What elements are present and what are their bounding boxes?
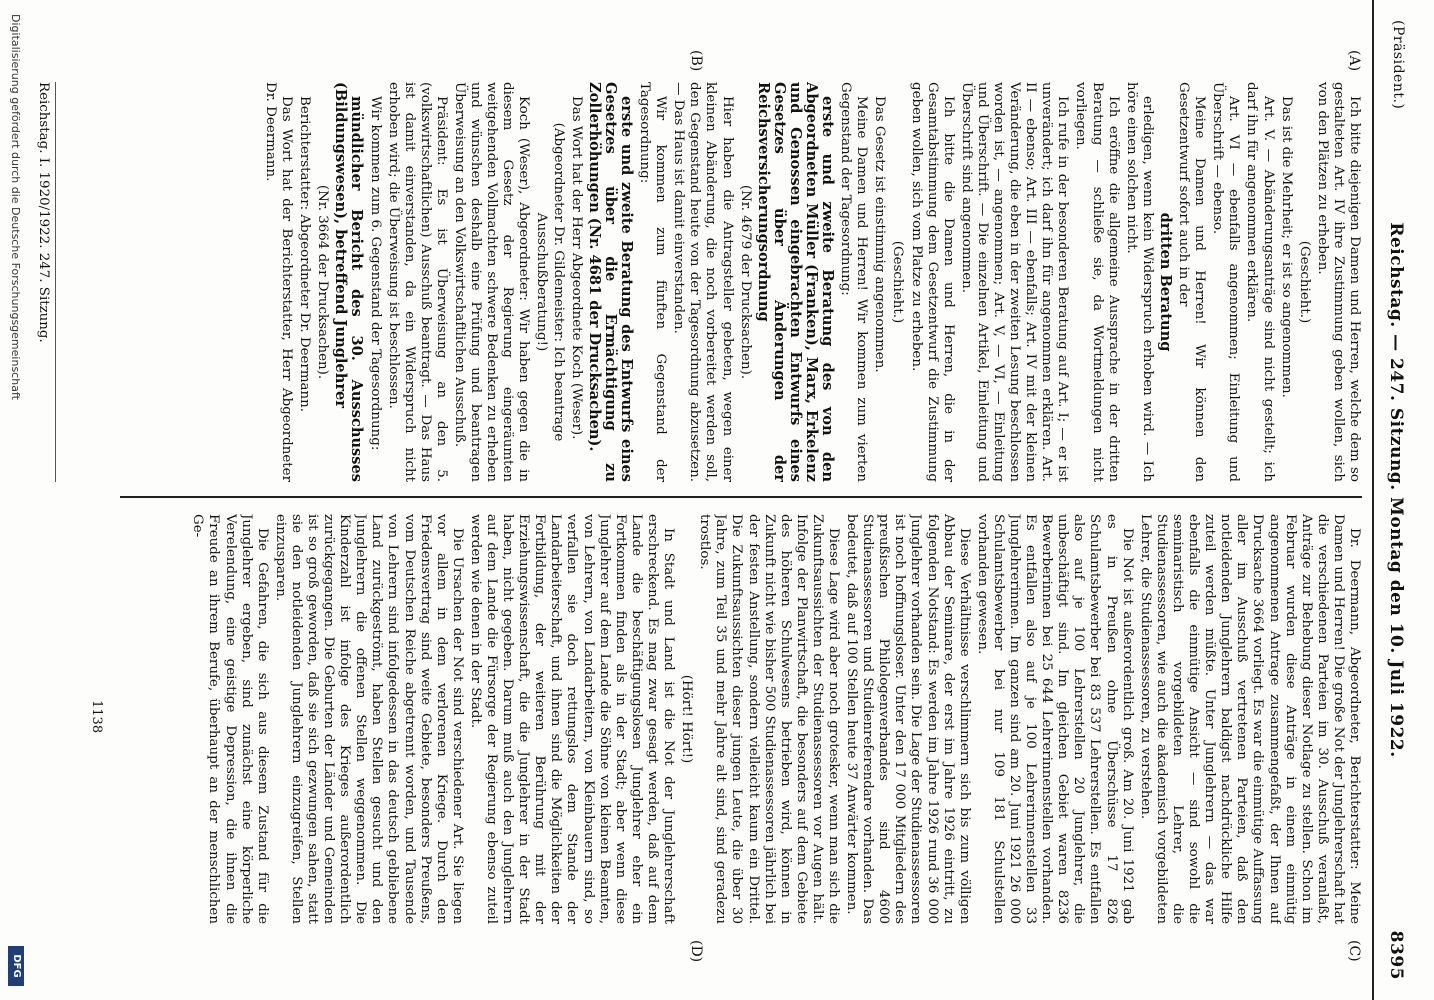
paragraph: Hier haben die Antragsteller gebeten, wegen einer kleinen Abänderung, die noch vorbereitet werden soll, den Gegenstand heute von der Tagesordnung abzusetzen. — Das Haus ist damit einverstanden. bbox=[671, 82, 735, 482]
paragraph: (Hört! Hört!) bbox=[679, 674, 695, 764]
agenda-item-heading: erste und zweite Beratung des von den Abgeordneten Müller (Franken), Marx, Erkelenz und Genossen eingebrachten Entwurfs eines Gesetzes über Änderungen der Reichsversicherungsordnung bbox=[754, 82, 837, 482]
header-title: Reichstag. — 247. Sitzung. Montag den 10. Juli 1922. bbox=[1386, 222, 1406, 758]
digitization-credit bbox=[4, 0, 26, 1000]
column-divider bbox=[120, 496, 1362, 498]
paragraph: (Nr. 4679 der Drucksachen). bbox=[737, 184, 753, 380]
paragraph: Das Wort hat der Berichterstatter, Herr Abgeordneter Dr. Deermann. bbox=[263, 82, 295, 482]
margin-marker-b: (B) bbox=[688, 50, 704, 72]
agenda-item-heading: erste und zweite Beratung des Entwurfs eines Gesetzes über die Ermächtigung zu Zollerhöhungen (Nr. 4681 der Drucksachen). bbox=[585, 82, 635, 482]
margin-marker-a: (A) bbox=[1346, 50, 1362, 72]
paragraph: (Abgeordneter Dr. Gildemeister: Ich beantrage Ausschußberatung!) bbox=[534, 122, 566, 442]
right-column bbox=[44, 514, 1362, 924]
paragraph: (Geschieht.) bbox=[1296, 240, 1312, 324]
page-number: 8395 bbox=[1386, 930, 1406, 980]
margin-marker-c: (C) bbox=[1346, 940, 1362, 962]
footer-page-code: 1138 bbox=[89, 700, 104, 734]
paragraph: Berichterstatter: Abgeordneter Dr. Deermann. bbox=[297, 96, 313, 413]
page-footer bbox=[36, 82, 56, 482]
paragraph: Wir kommen zum 6. Gegenstand der Tagesordnung: bbox=[367, 96, 383, 451]
dfg-logo: DFG bbox=[8, 946, 24, 986]
paragraph: Ich rufe in der besonderen Beratung auf Art. I; — er ist unverändert; ich darf ihn für angenommen erklären. Art. II — ebenso; Art. III — ebenfalls; Art. IV mit der kleinen Veränderung, die eben in der zweiten Lesung beschlossen worden ist, — angenommen; Art. V, — VI, — Einleitung und Überschrift. — Die einzelnen Artikel, Einleitung und Überschrift sind angenommen. bbox=[958, 82, 1071, 482]
paragraph: Die Not ist außerordentlich groß. Am 20. Juni 1921 gab es in Preußen ohne Überschüsse 17 826 Schulamtsbewerber bei 83 537 Lehrerstellen. Es entfallen also auf je 100 Lehrerstellen 20 Junglehrer, die unbeschäftigt sind. Im gleichen Gebiet waren 8236 Bewerberinnen bei 25 644 Lehrerinnenstellen vorhanden. Es entfallen also auf je 100 Lehrerinnenstellen 33 Junglehrerinnen. Im ganzen sind am 20. Juni 1921 26 000 Schulamtsbewerber bei nur 109 181 Schulstellen vorhanden gewesen. bbox=[974, 514, 1135, 924]
paragraph: (Geschieht.) bbox=[890, 240, 906, 324]
paragraph: Wir kommen zum fünften Gegenstand der Tagesordnung: bbox=[637, 82, 669, 482]
paragraph: Das ist die Mehrheit; er ist so angenommen. bbox=[1278, 96, 1294, 398]
paragraph: Ich bitte die Damen und Herren, die in der Gesamtabstimmung dem Gesetzentwurf die Zustimmung geben wollen, sich vom Platze zu erheben. bbox=[908, 82, 956, 482]
paragraph: In Stadt und Land ist die Not der Junglehrerschaft erschreckend. Es mag zwar gesagt werden, daß auf dem Lande die beschäftigungslosen Junglehrer eher ein Fortkommen finden als in der Stadt; aber wenn diese Junglehrer auf dem Lande die Söhne von kleinen Beamten, von Lehrern, von Landarbeitern, von Kleinbauern sind, so verfallen sie doch rettungslos dem Stande der Landarbeiterschaft, und ihnen sind die Möglichkeiten der Fortbildung, der weiteren Berührung mit der Erziehungswissenschaft, die die Junglehrer in der Stadt haben, nicht gegeben. Darum muß auch den Junglehrern auf dem Lande die Fürsorge der Regierung ebenso zuteil werden wie denen in der Stadt. bbox=[467, 514, 677, 924]
credit-text: Digitalisierung gefördert durch die Deutsche Forschungsgemeinschaft bbox=[9, 14, 22, 400]
agenda-item-heading: mündlicher Bericht des 30. Ausschusses (Bildungswesen), betreffend Junglehrer bbox=[332, 82, 366, 482]
paragraph: Ich bitte diejenigen Damen und Herren, welche dem so gestalteten Art. IV ihre Zustimmung geben wollen, sich von den Plätzen zu erheben. bbox=[1314, 82, 1362, 482]
paragraph: Präsident: Es ist Überweisung an den 5. (volkswirtschaftlichen) Ausschuß beantragt. — Das Haus ist damit einverstanden, da ein Widerspruch nicht erhoben wird; die Überweisung ist beschlossen. bbox=[385, 82, 449, 482]
paragraph: Das Gesetz ist einstimmig angenommen. bbox=[872, 96, 888, 373]
paragraph: Das Wort hat der Herr Abgeordnete Koch (Weser). bbox=[568, 96, 584, 440]
paragraph: Die Gefahren, die sich aus diesem Zustand für die Junglehrer ergeben, sind zunächst eine körperliche Verelendung, eine geistige Depression, die ihnen die Freude an ihrem Berufe, überhaupt an der menschlichen Ge- bbox=[190, 514, 270, 924]
paragraph: Diese Lage wird aber noch grotesker, wenn man sich die Zukunftsaussichten der Studienassessoren vor Augen hält. Infolge der Planwirtschaft, die besonders auf dem Gebiete des höheren Schulwesens betrieben wird, können in Zukunft nicht wie bisher 500 Studienassessoren jährlich bei der festen Anstellung, sondern vielleicht kaum ein Drittel. Die Zukunftsaussichten dieser jungen Leute, die über 30 Jahre, zum Teil 35 und mehr Jahre alt sind, sind geradezu trostlos. bbox=[697, 514, 841, 924]
paragraph: Art. V. — Abänderungsanträge sind nicht gestellt; ich darf ihn für angenommen erklären. bbox=[1244, 82, 1276, 482]
footer-signature: Reichstag. I. 1920/1922. 247. Sitzung. bbox=[36, 82, 51, 343]
paragraph: Dr. Deermann, Abgeordneter, Berichterstatter: Meine Damen und Herren! Die große Not der Junglehrerschaft hat die verschiedenen Parteien im 30. Ausschuß veranlaßt, Anträge zur Behebung dieser Notlage zu stellen. Schon im Februar wurden diese Anträge in einem einmütig angenommenen Antrage zusammengefaßt, der Ihnen auf Drucksache 3664 vorliegt. Es war die einmütige Auffassung aller im Ausschuß vertretenen Parteien, daß den notleidenden Junglehrern baldigst nachdrückliche Hilfe zuteil werden müßte. Unter Junglehrern — das war ebenfalls die einmütige Ansicht — sind sowohl die seminaristisch vorgebildeten Lehrer, die Studienassessoren, wie auch die akademisch vorgebildeten Lehrer, die Studienassessoren, zu verstehen. bbox=[1137, 514, 1362, 924]
running-header bbox=[1372, 0, 1412, 1000]
paragraph: Die Ursachen der Not sind verschiedener Art. Sie liegen vor allem in dem verlorenen Kriege. Durch den Friedensvertrag sind weite Gebiete, besonders Preußens, vom Deutschen Reiche abgetrennt worden, und Tausende von Lehrern sind infolgedessen in das deutsch gebliebene Land zurückgeströmt, haben Stellen gesucht und den Junglehrern die offenen Stellen weggenommen. Die Kinderzahl ist infolge des Krieges außerordentlich zurückgegangen. Die Geburten der Länder und Gemeinden ist so groß geworden, daß sie sich gezwungen sahen, statt sie den notleidenden Junglehrern einzugreifen, Stellen einzusparen. bbox=[272, 514, 465, 924]
paragraph: Diese Verhältnisse verschlimmern sich bis zum völligen Abbau der Seminare, der erst im Jahre 1926 eintritt, zu folgenden Notstand: Es werden im Jahre 1926 rund 36 000 Junglehrer vorhanden sein. Die Lage der Studienassessoren ist noch hoffnungsloser. Unter den 17 000 Mitgliedern des preußischen Philologenverbandes sind 4600 Studienassessoren und Studienreferendare vorhanden. Das bedeutet, daß auf 100 Stellen heute 37 Anwärter kommen. bbox=[844, 514, 972, 924]
paragraph: Art. VI — ebenfalls angenommen; Einleitung und Überschrift — ebenso. bbox=[1210, 82, 1242, 482]
left-column bbox=[44, 82, 1362, 482]
paragraph: Ich eröffne die allgemeine Aussprache in der dritten Beratung — schließe sie, da Wortmeldungen nicht vorliegen. bbox=[1073, 82, 1121, 482]
paragraph: Meine Damen und Herren! Wir können den Gesetzentwurf sofort auch in der bbox=[1176, 82, 1208, 482]
paragraph: erledigen, wenn kein Widerspruch erhoben wird. — Ich höre einen solchen nicht. bbox=[1123, 82, 1155, 482]
paragraph: (Nr. 3664 der Drucksachen). bbox=[315, 184, 331, 380]
paragraph: Meine Damen und Herren! Wir kommen zum vierten Gegenstand der Tagesordnung: bbox=[838, 82, 870, 482]
speaker-tag: (Präsident.) bbox=[1390, 20, 1406, 110]
paragraph: Koch (Weser), Abgeordneter: Wir haben gegen die in diesem Gesetz der Regierung eingeräumten weitgehenden Vollmachten schwere Bedenken zu erheben und wünschen deshalb eine Prüfung und beantragen Überweisung an den Volkswirtschaftlichen Ausschuß. bbox=[452, 82, 532, 482]
margin-marker-d: (D) bbox=[688, 940, 704, 963]
section-heading: dritten Beratung bbox=[1156, 212, 1174, 352]
